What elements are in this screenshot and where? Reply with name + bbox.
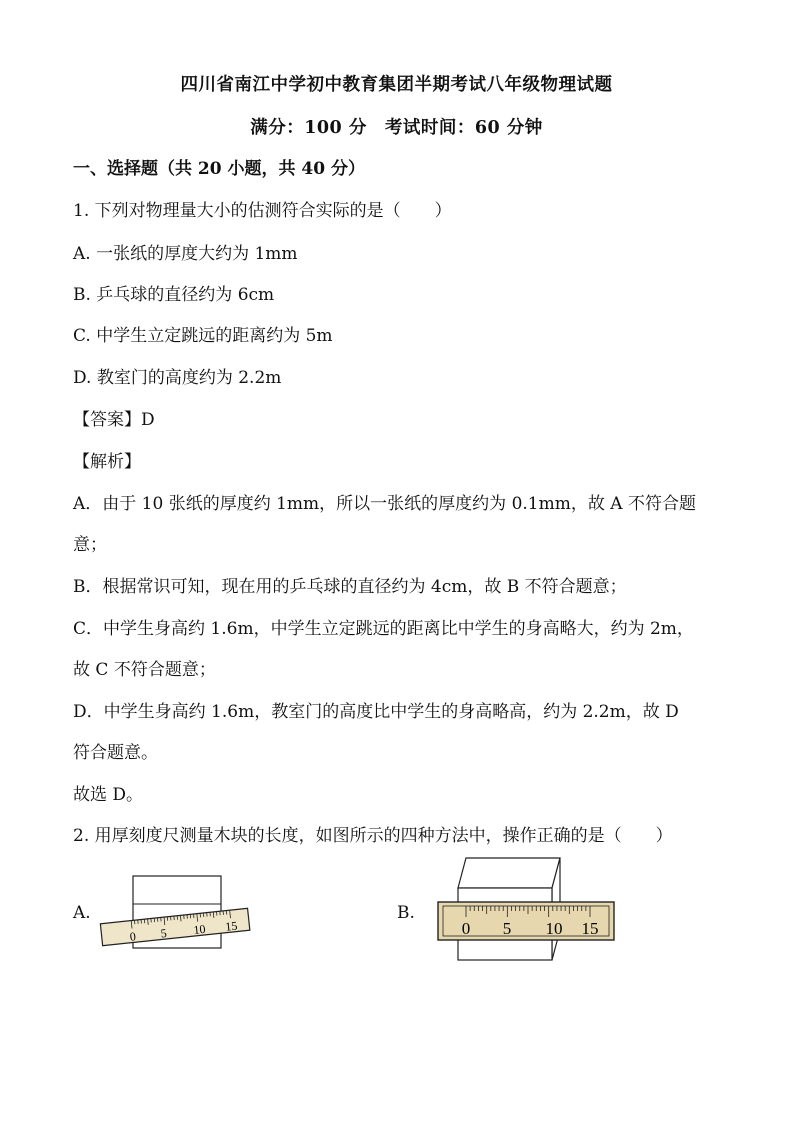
figure-b-tick-label-15: 15 [581, 919, 599, 938]
figure-b-diagram [432, 852, 622, 967]
q1-analysis-line-5: 故 C 不符合题意； [73, 660, 216, 680]
q1-option-a: A. 一张纸的厚度大约为 1mm [73, 244, 298, 264]
page-title: 四川省南江中学初中教育集团半期考试八年级物理试题 [180, 75, 613, 95]
q1-stem: 1. 下列对物理量大小的估测符合实际的是（ ） [73, 201, 452, 221]
figure-a-tick-label-15: 15 [224, 918, 239, 934]
q1-option-d: D. 教室门的高度约为 2.2m [73, 368, 282, 388]
figure-b-tick-label-10: 10 [545, 919, 563, 938]
q1-analysis-line-2: 意； [73, 535, 107, 555]
figure-b-block-top [458, 858, 560, 888]
q1-analysis-label: 【解析】 [73, 452, 141, 472]
q1-analysis-line-8: 故选 D。 [73, 785, 144, 805]
figure-b-tick-label-0: 0 [461, 919, 471, 938]
q2-stem: 2. 用厚刻度尺测量木块的长度，如图所示的四种方法中，操作正确的是（ ） [73, 826, 673, 846]
page-subtitle: 满分：100 分 考试时间：60 分钟 [250, 118, 543, 138]
figure-a-label: A. [73, 903, 91, 923]
q1-analysis-line-6: D．中学生身高约 1.6m，教室门的高度比中学生的身高略高，约为 2.2m，故 D [73, 702, 679, 722]
figure-b-label: B. [397, 903, 415, 923]
figure-b-tick-label-5: 5 [502, 919, 512, 938]
q1-analysis-line-4: C．中学生身高约 1.6m，中学生立定跳远的距离比中学生的身高略大，约为 2m， [73, 619, 694, 639]
q1-answer: 【答案】D [73, 410, 155, 430]
section-heading: 一、选择题（共 20 小题，共 40 分） [73, 159, 365, 179]
q1-option-b: B. 乒乓球的直径约为 6cm [73, 285, 275, 305]
q1-analysis-line-1: A．由于 10 张纸的厚度约 1mm，所以一张纸的厚度约为 0.1mm，故 A 不符合题 [73, 494, 696, 514]
figure-a-diagram [95, 868, 255, 958]
figure-a-tick-label-0: 0 [129, 929, 137, 944]
q1-analysis-line-7: 符合题意。 [73, 743, 158, 763]
q1-analysis-line-3: B．根据常识可知，现在用的乒乓球的直径约为 4cm，故 B 不符合题意； [73, 577, 627, 597]
q1-option-c: C. 中学生立定跳远的距离约为 5m [73, 326, 333, 346]
figure-a-tick-label-10: 10 [192, 921, 207, 938]
figure-a-tick-label-5: 5 [159, 925, 168, 941]
figure-b-ruler [438, 902, 614, 940]
